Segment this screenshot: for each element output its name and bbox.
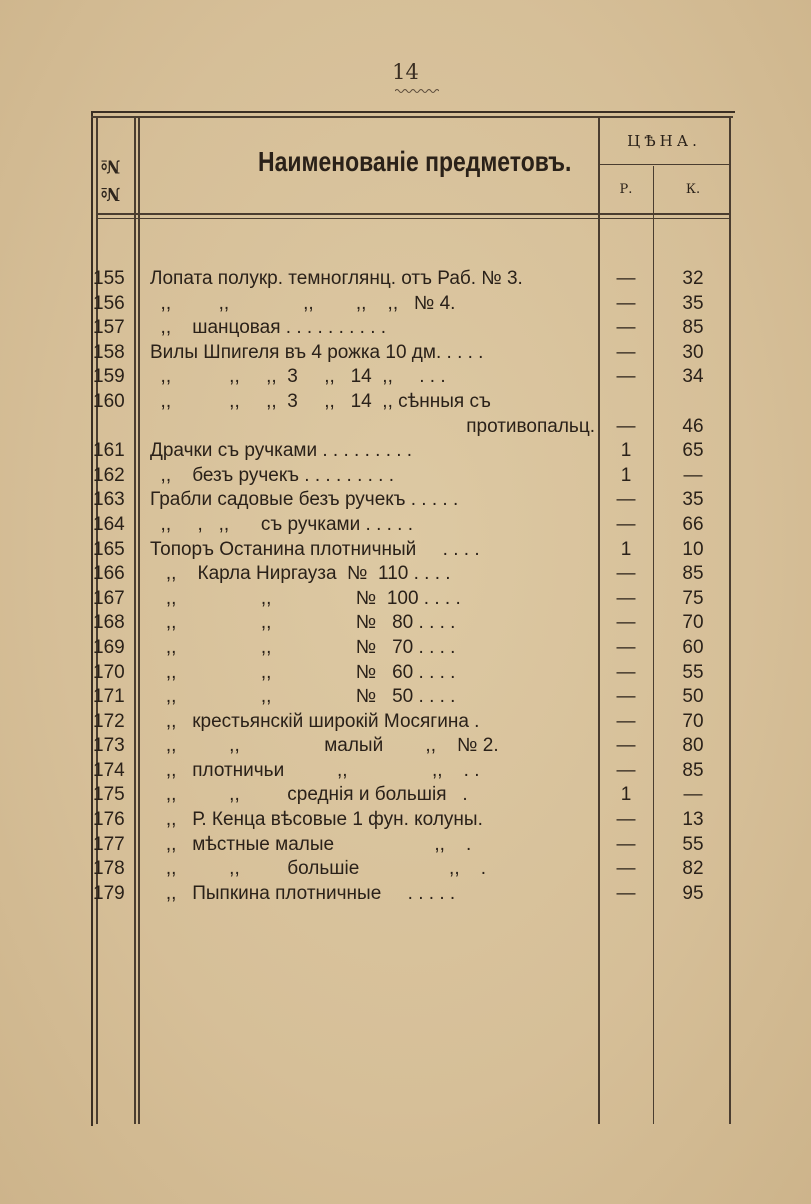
table-row: [0, 513, 811, 538]
item-description: ,, ,, № 60 . . . .: [150, 661, 456, 683]
item-number: 172: [93, 710, 125, 732]
item-description: ,, ,, ,, 3 ,, 14 ,, сѣнныя съ: [150, 390, 491, 412]
item-price-rub: —: [616, 686, 636, 708]
item-price-kop: 95: [682, 882, 704, 904]
number-column-header: № №: [100, 155, 121, 205]
rubles-column-header: Р.: [619, 182, 633, 197]
item-price-kop: 30: [682, 341, 704, 363]
table-row: [0, 710, 811, 735]
item-price-kop: 60: [682, 636, 704, 658]
item-price-kop: 70: [682, 612, 704, 634]
table-row: [0, 636, 811, 661]
price-column-header: ЦѢНА.: [627, 132, 701, 150]
item-price-rub: —: [616, 858, 636, 880]
item-price-rub: —: [616, 735, 636, 757]
item-price-rub: —: [616, 612, 636, 634]
item-number: 157: [93, 317, 125, 339]
item-price-rub: —: [616, 489, 636, 511]
item-number: 165: [93, 538, 125, 560]
item-number: 159: [93, 366, 125, 388]
item-price-rub: —: [616, 710, 636, 732]
price-subheader-line: [600, 164, 730, 165]
table-row: [0, 661, 811, 686]
item-number: 156: [93, 292, 125, 314]
item-price-rub: —: [616, 809, 636, 831]
table-row: [0, 562, 811, 587]
item-number: 173: [93, 735, 125, 757]
table-row: [0, 267, 811, 292]
item-number: 163: [93, 489, 125, 511]
item-description: ,, ,, среднія и большія .: [150, 784, 468, 806]
item-number: 167: [93, 587, 125, 609]
item-description: ,, крестьянскій широкій Мосягина .: [150, 710, 480, 732]
item-price-kop: —: [683, 784, 703, 806]
item-description: ,, ,, № 80 . . . .: [150, 612, 456, 634]
table-row: [0, 341, 811, 366]
table-row: [0, 365, 811, 390]
table-row: [0, 390, 811, 415]
item-description: ,, безъ ручекъ . . . . . . . . .: [150, 464, 395, 486]
item-number: 171: [93, 686, 125, 708]
item-price-rub: —: [616, 563, 636, 585]
item-description: ,, ,, ,, 3 ,, 14 ,, . . .: [150, 366, 446, 388]
item-description: Топоръ Останина плотничный . . . .: [150, 538, 480, 560]
item-description: ,, Карла Ниргауза № 110 . . . .: [150, 563, 451, 585]
item-number: 179: [93, 882, 125, 904]
table-row: [0, 808, 811, 833]
table-row: [0, 316, 811, 341]
table-row: [0, 882, 811, 907]
item-description: ,, ,, № 70 . . . .: [150, 636, 456, 658]
item-price-kop: 34: [682, 366, 704, 388]
table-row: [0, 857, 811, 882]
item-price-kop: 80: [682, 735, 704, 757]
table-row: [0, 611, 811, 636]
item-number: 177: [93, 833, 125, 855]
item-number: 160: [93, 390, 125, 412]
item-number: 161: [93, 440, 125, 462]
item-price-rub: 1: [620, 784, 632, 806]
item-number: 175: [93, 784, 125, 806]
item-price-kop: 32: [682, 268, 704, 289]
item-price-rub: —: [616, 661, 636, 683]
table-row: [0, 587, 811, 612]
item-number: 169: [93, 636, 125, 658]
item-price-rub: —: [616, 366, 636, 388]
table-row: [0, 759, 811, 784]
item-price-rub: —: [616, 268, 636, 289]
item-number: 166: [93, 563, 125, 585]
item-price-kop: 50: [682, 686, 704, 708]
item-number: 155: [93, 268, 125, 289]
items-column-header: Наименованіе предметовъ.: [258, 146, 572, 177]
item-description: противопальц.: [466, 415, 595, 437]
table-row: [0, 439, 811, 464]
item-number: 164: [93, 513, 125, 535]
item-description: Лопата полукр. темноглянц. отъ Раб. № 3.: [150, 268, 523, 289]
table-row: [0, 685, 811, 710]
item-number: 162: [93, 464, 125, 486]
item-description: ,, , ,, съ ручками . . . . .: [150, 513, 414, 535]
item-description: ,, мѣстные малые ,, .: [150, 833, 472, 855]
item-description: ,, Р. Кенца вѣсовые 1 фун. колуны.: [150, 809, 483, 831]
table-row: [0, 734, 811, 759]
item-number: 174: [93, 759, 125, 781]
item-description: ,, ,, № 50 . . . .: [150, 686, 456, 708]
item-description: ,, шанцовая . . . . . . . . . .: [150, 317, 387, 339]
item-description: Вилы Шпигеля въ 4 рожка 10 дм. . . . .: [150, 341, 484, 363]
table-row: [0, 464, 811, 489]
item-price-rub: 1: [620, 440, 632, 462]
item-description: ,, Пыпкина плотничные . . . . .: [150, 882, 456, 904]
item-number: 178: [93, 858, 125, 880]
table-row: [0, 833, 811, 858]
item-number: 176: [93, 809, 125, 831]
item-price-rub: —: [616, 341, 636, 363]
price-list-rows: [0, 267, 811, 906]
item-price-kop: 35: [682, 489, 704, 511]
item-price-rub: 1: [620, 538, 632, 560]
item-price-rub: —: [616, 513, 636, 535]
item-price-kop: 10: [682, 538, 704, 560]
item-price-rub: —: [616, 587, 636, 609]
header-bottom-line: [96, 213, 731, 215]
item-number: 158: [93, 341, 125, 363]
item-price-rub: —: [616, 415, 636, 437]
table-row: [0, 292, 811, 317]
item-price-kop: 46: [682, 415, 704, 437]
item-description: ,, плотничьи ,, ,, . .: [150, 759, 480, 781]
item-price-rub: —: [616, 292, 636, 314]
item-price-rub: —: [616, 882, 636, 904]
item-price-kop: —: [683, 464, 703, 486]
item-price-kop: 75: [682, 587, 704, 609]
item-price-rub: —: [616, 636, 636, 658]
item-description: ,, ,, ,, ,, ,, № 4.: [150, 292, 456, 314]
item-price-rub: —: [616, 833, 636, 855]
item-description: ,, ,, малый ,, № 2.: [150, 735, 499, 757]
item-price-kop: 85: [682, 563, 704, 585]
table-row: [0, 488, 811, 513]
table-row-continuation: [0, 415, 811, 440]
item-price-kop: 70: [682, 710, 704, 732]
kopecks-column-header: К.: [685, 182, 701, 197]
decorative-squiggle: [395, 88, 439, 94]
item-description: Драчки съ ручками . . . . . . . . .: [150, 440, 413, 462]
item-description: ,, ,, большіе ,, .: [150, 858, 486, 880]
table-top-inner-line: [91, 116, 733, 118]
item-price-kop: 82: [682, 858, 704, 880]
item-price-kop: 55: [682, 833, 704, 855]
item-price-kop: 66: [682, 513, 704, 535]
item-description: Грабли садовые безъ ручекъ . . . . .: [150, 489, 459, 511]
item-price-kop: 13: [682, 809, 704, 831]
item-price-kop: 85: [682, 759, 704, 781]
item-price-rub: —: [616, 759, 636, 781]
item-price-kop: 85: [682, 317, 704, 339]
header-bottom-line-double: [96, 218, 731, 219]
table-row: [0, 538, 811, 563]
item-price-rub: —: [616, 317, 636, 339]
item-number: 170: [93, 661, 125, 683]
item-price-kop: 55: [682, 661, 704, 683]
item-price-kop: 35: [682, 292, 704, 314]
table-row: [0, 783, 811, 808]
item-price-rub: 1: [620, 464, 632, 486]
item-number: 168: [93, 612, 125, 634]
page-number: 14: [392, 60, 419, 84]
item-description: ,, ,, № 100 . . . .: [150, 587, 461, 609]
item-price-kop: 65: [682, 440, 704, 462]
